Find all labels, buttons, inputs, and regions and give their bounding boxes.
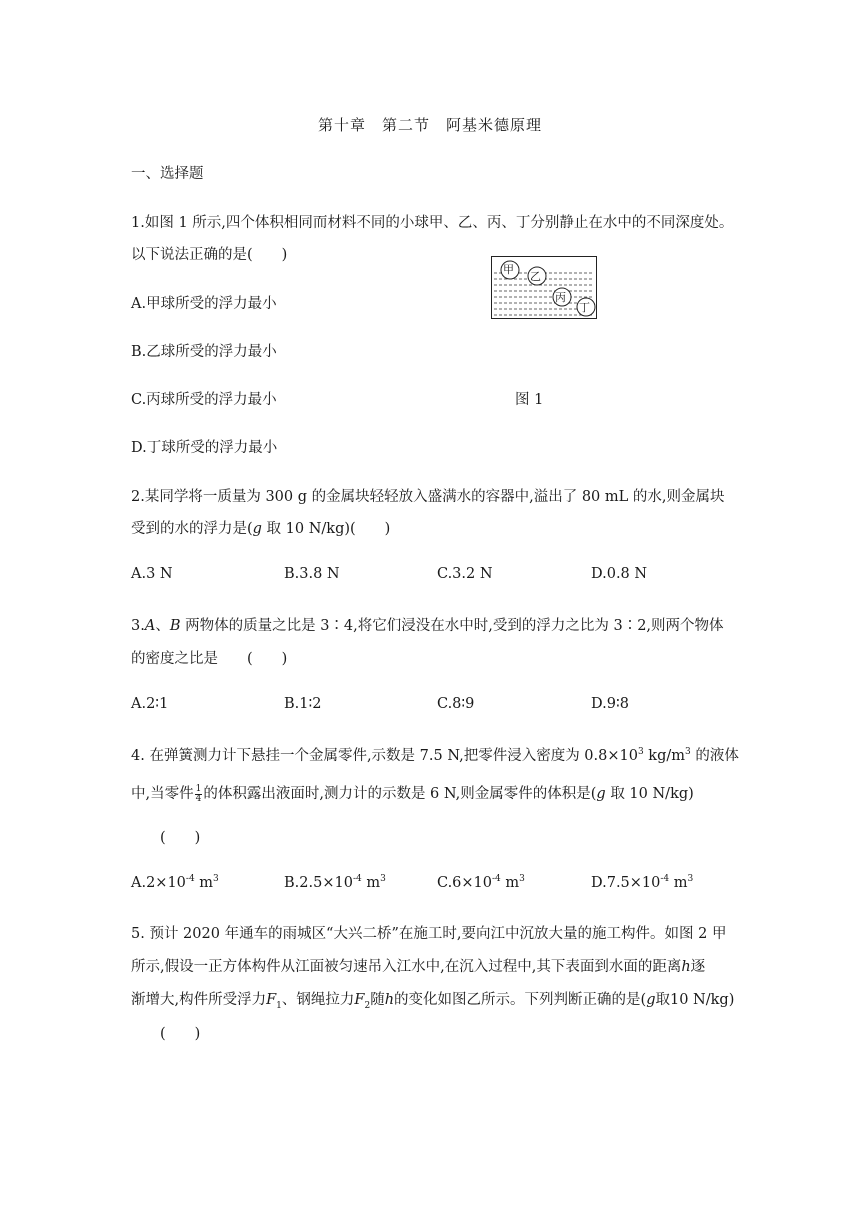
- q1-option-b: B.乙球所受的浮力最小: [131, 344, 277, 360]
- q1-option-c: C.丙球所受的浮力最小: [131, 392, 277, 408]
- q5-answer-blank: ( ): [160, 1026, 201, 1042]
- q5-stem-line2: 所示,假设一正方体构件从江面被匀速吊入江水中,在沉入过程中,其下表面到水面的距离h逐: [131, 959, 706, 975]
- q4-answer-blank: ( ): [160, 830, 201, 846]
- ball-label-ding: 丁: [579, 301, 590, 314]
- q2-option-c: C.3.2 N: [437, 566, 493, 582]
- q1-stem-line1: 1.如图 1 所示,四个体积相同而材料不同的小球甲、乙、丙、丁分别静止在水中的不同深度处。: [131, 215, 734, 231]
- ball-label-yi: 乙: [530, 270, 541, 283]
- ball-label-jia: 甲: [503, 263, 514, 276]
- q1-option-d: D.丁球所受的浮力最小: [131, 440, 278, 456]
- q3-stem-line1: 3.A、B 两物体的质量之比是 3∶4,将它们浸没在水中时,受到的浮力之比为 3∶2,则两个物体: [131, 618, 724, 634]
- q4-option-d: $D.7.5\times 10^{-4}$ $m^3$: [591, 874, 694, 891]
- q1-stem-line2: 以下说法正确的是( ): [131, 247, 288, 263]
- q3-option-d: D.9∶8: [591, 696, 629, 712]
- q2-option-d: D.0.8 N: [591, 566, 648, 582]
- q3-option-a: A.2∶1: [131, 696, 169, 712]
- q4-option-b: $B.2.5\times 10^{-4}$ $m^3$: [284, 874, 386, 891]
- q4-stem-line2: 中,当零件 $\frac{1}{4}$ 的体积露出液面时,测力计的示数是 6 N,则金属零件的体积是(g 取 10 N/kg): [131, 783, 694, 804]
- q4-option-c: $C.6\times 10^{-4}$ $m^3$: [437, 874, 525, 891]
- q3-option-b: B.1∶2: [284, 696, 322, 712]
- q2-option-a: A.3 N: [131, 566, 173, 582]
- q1-option-a: A.甲球所受的浮力最小: [131, 296, 277, 312]
- figure-1-water-tank: [491, 256, 597, 319]
- q2-option-b: B.3.8 N: [284, 566, 340, 582]
- section-heading: 一、选择题: [131, 166, 204, 182]
- q2-stem-line1: 2.某同学将一质量为 300 g 的金属块轻轻放入盛满水的容器中,溢出了 80 mL 的水,则金属块: [131, 489, 725, 505]
- q4-stem-line1: 4. 在弹簧测力计下悬挂一个金属零件,示数是 7.5 N,把零件浸入密度为 $0.8\times 10^3$ $kg/m^3$ 的液体: [131, 747, 739, 764]
- figure-1-caption: 图 1: [515, 392, 544, 408]
- q4-option-a: $A.2\times 10^{-4}$ $m^3$: [131, 874, 219, 891]
- q3-stem-line2: 的密度之比是 ( ): [131, 651, 288, 667]
- q5-stem-line3: 渐增大,构件所受浮力$F_1$、钢绳拉力$F_2$随h的变化如图乙所示。下列判断正确的是(g取10 N/kg): [131, 992, 735, 1011]
- q5-stem-line1: 5. 预计 2020 年通车的雨城区“大兴二桥”在施工时,要向江中沉放大量的施工构件。如图 2 甲: [131, 926, 727, 942]
- fraction-one-quarter: $\frac{1}{4}$: [195, 783, 202, 804]
- page-title: 第十章 第二节 阿基米德原理: [317, 116, 542, 134]
- q3-option-c: C.8∶9: [437, 696, 475, 712]
- ball-label-bing: 丙: [555, 291, 566, 304]
- q2-stem-line2: 受到的水的浮力是(g 取 10 N/kg)( ): [131, 521, 391, 537]
